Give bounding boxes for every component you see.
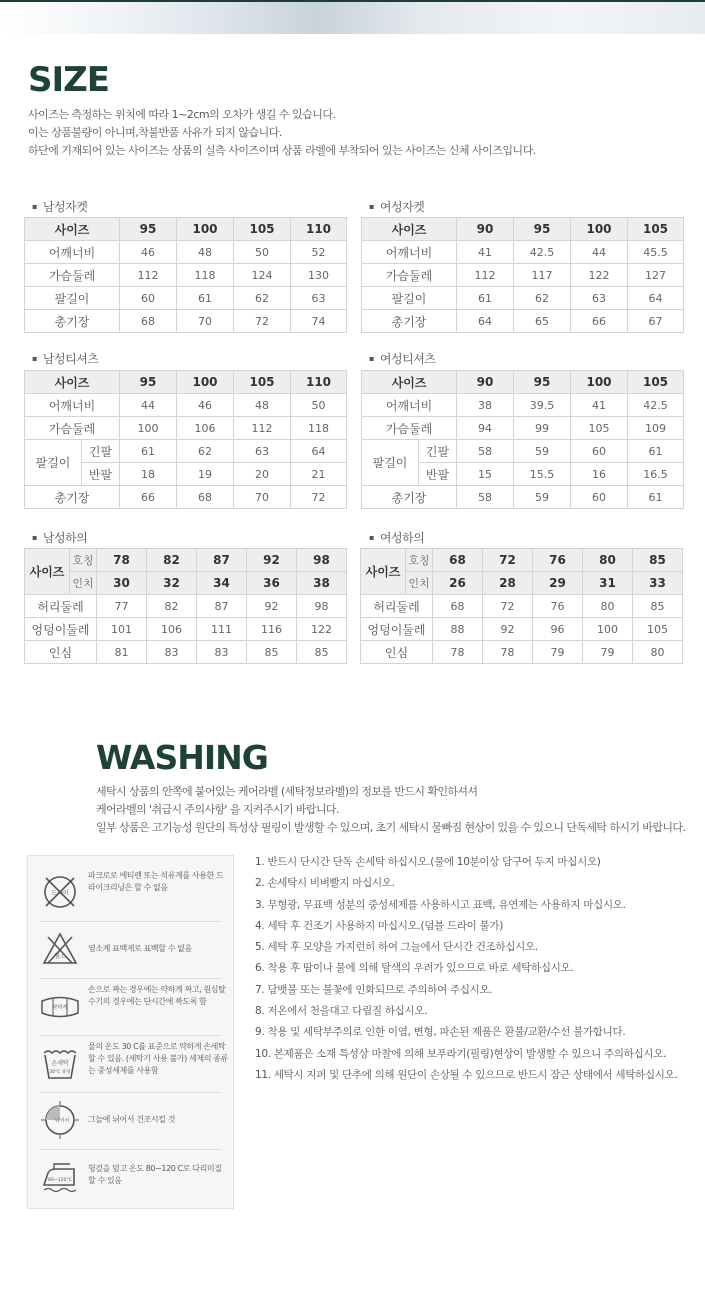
table-cell: 122 [571, 264, 628, 287]
table-row [362, 310, 684, 333]
table-cell: 42.5 [514, 241, 571, 264]
size-header-sublabel: 인치 [406, 572, 433, 595]
table-cell: 85 [297, 641, 347, 664]
table-cell: 85 [633, 595, 683, 618]
size-header-cell: 68 [433, 549, 483, 572]
row-label: 인심 [361, 641, 433, 664]
size-header-label: 사이즈 [25, 549, 70, 595]
table-cell: 72 [234, 310, 291, 333]
table-row [362, 264, 684, 287]
washing-note: 6. 착용 후 땀이나 물에 의해 탈색의 우려가 있으므로 바로 세탁하십시오. [255, 962, 574, 975]
table-cell: 60 [571, 440, 628, 463]
table-row [362, 394, 684, 417]
table-cell: 61 [177, 287, 234, 310]
washing-title: WASHING [96, 738, 268, 777]
row-label: 허리둘레 [25, 595, 97, 618]
hand-wash-icon [40, 1043, 80, 1083]
table-cell: 116 [247, 618, 297, 641]
table-cell: 83 [147, 641, 197, 664]
table-cell: 83 [197, 641, 247, 664]
table-cell: 15 [457, 463, 514, 486]
washing-notes [255, 856, 685, 1090]
row-label: 어깨너비 [25, 241, 120, 264]
size-header-sublabel: 호칭 [70, 549, 97, 572]
table-cell: 98 [297, 595, 347, 618]
men-jacket-title: ▪ 남성자켓 [32, 198, 87, 215]
row-label: 가슴둘레 [362, 264, 457, 287]
care-icon-subtext: 30°C 중성 [49, 1070, 71, 1075]
table-cell: 18 [120, 463, 177, 486]
table-cell: 118 [177, 264, 234, 287]
men-jacket-table [24, 217, 347, 333]
shade-dry-icon [40, 1100, 80, 1140]
care-icon-text: 약하게 [52, 1005, 68, 1011]
table-cell: 52 [291, 241, 347, 264]
size-header-sublabel: 호칭 [406, 549, 433, 572]
size-header-cell: 95 [120, 218, 177, 241]
size-header-cell: 28 [483, 572, 533, 595]
table-cell: 80 [583, 595, 633, 618]
table-cell: 44 [571, 241, 628, 264]
size-header-cell: 95 [514, 371, 571, 394]
table-cell: 78 [483, 641, 533, 664]
size-intro [28, 106, 536, 160]
table-row [25, 394, 347, 417]
table-cell: 67 [628, 310, 684, 333]
row-label: 총기장 [362, 310, 457, 333]
table-cell: 99 [514, 417, 571, 440]
wring-gently-icon [40, 986, 80, 1026]
table-cell: 105 [571, 417, 628, 440]
care-row [40, 1037, 228, 1093]
row-label: 가슴둘레 [25, 417, 120, 440]
table-cell: 92 [247, 595, 297, 618]
washing-note: 4. 세탁 후 건조기 사용하지 마십시오.(덤블 드라이 불가) [255, 919, 504, 932]
row-label: 팔길이 [25, 287, 120, 310]
table-cell: 112 [234, 417, 291, 440]
size-header-cell: 29 [533, 572, 583, 595]
table-cell: 74 [291, 310, 347, 333]
size-header-cell: 92 [247, 549, 297, 572]
size-header-cell: 110 [291, 371, 347, 394]
care-row [40, 1151, 222, 1206]
table-row [25, 618, 347, 641]
table-header-row [361, 572, 683, 595]
top-banner [0, 0, 705, 34]
table-cell: 124 [234, 264, 291, 287]
size-header-cell: 90 [457, 218, 514, 241]
table-cell: 60 [571, 486, 628, 509]
table-cell: 109 [628, 417, 684, 440]
size-header-cell: 105 [628, 218, 684, 241]
care-row [40, 866, 222, 922]
table-cell: 111 [197, 618, 247, 641]
table-cell: 80 [633, 641, 683, 664]
table-cell: 106 [147, 618, 197, 641]
table-row [362, 486, 684, 509]
table-cell: 62 [177, 440, 234, 463]
table-cell: 72 [483, 595, 533, 618]
table-cell: 105 [633, 618, 683, 641]
table-cell: 39.5 [514, 394, 571, 417]
row-label: 엉덩이둘레 [25, 618, 97, 641]
size-header-sublabel: 인치 [70, 572, 97, 595]
size-header-label: 사이즈 [25, 218, 120, 241]
size-header-cell: 105 [628, 371, 684, 394]
table-cell: 60 [120, 287, 177, 310]
care-icon-text: 드라이 [51, 890, 69, 897]
size-intro-line: 사이즈는 측정하는 위치에 따라 1~2cm의 오차가 생길 수 있습니다. [28, 108, 336, 121]
table-cell: 92 [483, 618, 533, 641]
care-icon-text: 80~120°C [48, 1178, 72, 1183]
table-cell: 106 [177, 417, 234, 440]
size-header-cell: 30 [97, 572, 147, 595]
row-label: 어깨너비 [362, 241, 457, 264]
washing-intro-line: 세탁시 상품의 안쪽에 붙어있는 케어라벨 (세탁정보라벨)의 정보를 반드시 확인하셔셔 [96, 785, 478, 798]
care-icon-text: 손세탁 [51, 1060, 69, 1067]
table-cell: 68 [120, 310, 177, 333]
table-cell: 63 [571, 287, 628, 310]
washing-intro [96, 783, 685, 837]
care-row [40, 923, 222, 979]
men-tshirt-table [24, 370, 347, 509]
table-cell: 64 [291, 440, 347, 463]
care-text: 파크로로 에티렌 또는 석유계를 사용한 드라이크리닝은 할 수 없음 [88, 871, 224, 892]
table-header-row [362, 218, 684, 241]
no-dry-clean-icon [40, 872, 80, 912]
table-cell: 127 [628, 264, 684, 287]
size-header-cell: 80 [583, 549, 633, 572]
women-jacket-table [361, 217, 684, 333]
size-header-cell: 100 [177, 218, 234, 241]
care-text: 염소계 표백제로 표백할 수 없음 [88, 944, 192, 953]
size-header-cell: 87 [197, 549, 247, 572]
table-cell: 41 [571, 394, 628, 417]
washing-note: 11. 세탁시 지퍼 및 단추에 의해 원단이 손상될 수 있으므로 반드시 잠근 상태에서 세탁하십시오. [255, 1068, 678, 1081]
row-sublabel: 긴팔 [419, 440, 457, 463]
table-cell: 63 [291, 287, 347, 310]
table-row [25, 417, 347, 440]
row-label: 총기장 [362, 486, 457, 509]
table-cell: 79 [533, 641, 583, 664]
table-cell: 38 [457, 394, 514, 417]
table-cell: 44 [120, 394, 177, 417]
row-label: 어깨너비 [362, 394, 457, 417]
table-cell: 122 [297, 618, 347, 641]
size-header-cell: 105 [234, 218, 291, 241]
table-cell: 62 [234, 287, 291, 310]
table-cell: 68 [177, 486, 234, 509]
table-cell: 112 [120, 264, 177, 287]
table-row [25, 595, 347, 618]
table-cell: 58 [457, 440, 514, 463]
table-cell: 117 [514, 264, 571, 287]
care-text: 그늘에 뉘어서 건조시킬 것 [88, 1115, 176, 1124]
row-label: 총기장 [25, 310, 120, 333]
table-header-row [25, 549, 347, 572]
table-cell: 85 [247, 641, 297, 664]
table-cell: 46 [120, 241, 177, 264]
table-cell: 63 [234, 440, 291, 463]
washing-note: 10. 본제품은 소재 특성상 마찰에 의해 보푸라기(필링)현상이 발생할 수 있으니 주의하십시오. [255, 1047, 667, 1060]
table-cell: 48 [177, 241, 234, 264]
washing-note: 3. 무형광, 무표백 성분의 중성세제를 사용하시고 표백, 유연제는 사용하지 마십시오. [255, 898, 626, 911]
table-row [362, 287, 684, 310]
table-cell: 42.5 [628, 394, 684, 417]
table-cell: 59 [514, 486, 571, 509]
row-label: 어깨너비 [25, 394, 120, 417]
women-tshirt-table [361, 370, 684, 509]
size-header-cell: 33 [633, 572, 683, 595]
table-header-row [361, 549, 683, 572]
table-cell: 50 [291, 394, 347, 417]
row-sublabel: 반팔 [82, 463, 120, 486]
table-cell: 82 [147, 595, 197, 618]
men-tshirt-title: ▪ 남성티셔츠 [32, 350, 98, 367]
men-pants-table [24, 548, 347, 664]
size-header-cell: 38 [297, 572, 347, 595]
size-title: SIZE [28, 60, 110, 100]
size-header-cell: 100 [571, 371, 628, 394]
table-row [361, 618, 683, 641]
size-intro-line: 하단에 기재되어 있는 사이즈는 상품의 실측 사이즈이며 상품 라벨에 부착되어 있는 사이즈는 신체 사이즈입니다. [28, 144, 536, 157]
table-header-row [25, 572, 347, 595]
size-header-cell: 110 [291, 218, 347, 241]
table-row [25, 310, 347, 333]
table-cell: 46 [177, 394, 234, 417]
size-header-cell: 78 [97, 549, 147, 572]
row-label: 인심 [25, 641, 97, 664]
table-row [25, 241, 347, 264]
table-cell: 65 [514, 310, 571, 333]
table-cell: 77 [97, 595, 147, 618]
row-sublabel: 긴팔 [82, 440, 120, 463]
table-cell: 50 [234, 241, 291, 264]
table-cell: 78 [433, 641, 483, 664]
table-cell: 94 [457, 417, 514, 440]
women-pants-title: ▪ 여성하의 [369, 529, 424, 546]
size-header-cell: 100 [177, 371, 234, 394]
table-cell: 61 [120, 440, 177, 463]
row-label: 엉덩이둘레 [361, 618, 433, 641]
table-row [25, 486, 347, 509]
size-header-label: 사이즈 [25, 371, 120, 394]
size-header-cell: 95 [514, 218, 571, 241]
table-cell: 41 [457, 241, 514, 264]
table-cell: 21 [291, 463, 347, 486]
table-cell: 96 [533, 618, 583, 641]
size-header-cell: 95 [120, 371, 177, 394]
size-header-cell: 32 [147, 572, 197, 595]
table-cell: 16 [571, 463, 628, 486]
table-row [25, 287, 347, 310]
table-cell: 118 [291, 417, 347, 440]
size-header-cell: 36 [247, 572, 297, 595]
washing-note: 8. 저온에서 천을대고 다림질 하십시오. [255, 1005, 428, 1018]
table-cell: 112 [457, 264, 514, 287]
care-icon-text: 염소 [54, 953, 66, 960]
row-label: 총기장 [25, 486, 120, 509]
table-cell: 19 [177, 463, 234, 486]
table-cell: 130 [291, 264, 347, 287]
table-cell: 45.5 [628, 241, 684, 264]
table-row [362, 241, 684, 264]
size-header-cell: 85 [633, 549, 683, 572]
table-cell: 20 [234, 463, 291, 486]
washing-note: 2. 손세탁시 비벼빨지 마십시오. [255, 877, 395, 890]
table-row [25, 264, 347, 287]
table-cell: 76 [533, 595, 583, 618]
table-cell: 62 [514, 287, 571, 310]
washing-note: 7. 담뱃불 또는 불꽃에 인화되므로 주의하여 주십시오. [255, 983, 493, 996]
washing-note: 1. 반드시 단시간 단독 손세탁 하십시오.(물에 10분이상 담구어 두지 마십시오) [255, 856, 601, 868]
row-label: 팔길이 [25, 440, 82, 486]
iron-low-icon [40, 1157, 80, 1197]
women-pants-table [360, 548, 683, 664]
table-cell: 64 [628, 287, 684, 310]
size-header-cell: 26 [433, 572, 483, 595]
table-cell: 59 [514, 440, 571, 463]
washing-note: 9. 착용 및 세탁부주의로 인한 이염, 변형, 파손된 제품은 환불/교환/수선 불가합니다. [255, 1026, 626, 1039]
table-cell: 58 [457, 486, 514, 509]
table-cell: 61 [628, 440, 684, 463]
size-header-cell: 90 [457, 371, 514, 394]
table-cell: 70 [177, 310, 234, 333]
table-cell: 66 [571, 310, 628, 333]
row-sublabel: 반팔 [419, 463, 457, 486]
size-header-cell: 31 [583, 572, 633, 595]
table-cell: 61 [457, 287, 514, 310]
washing-intro-line: 케어라벨의 '취급시 주의사항' 을 지켜주시기 바랍니다. [96, 803, 339, 816]
size-header-label: 사이즈 [362, 371, 457, 394]
table-cell: 100 [120, 417, 177, 440]
men-pants-title: ▪ 남성하의 [32, 529, 87, 546]
size-header-cell: 72 [483, 549, 533, 572]
table-row [362, 440, 684, 463]
care-text: 물의 온도 30 C를 표준으로 약하게 손세탁 할 수 있음. (세탁기 사용 불가) 세제의 종류는 중성세제를 사용함 [88, 1042, 228, 1075]
size-header-cell: 98 [297, 549, 347, 572]
size-header-cell: 82 [147, 549, 197, 572]
table-row [361, 641, 683, 664]
size-intro-line: 이는 상품불량이 아니며,착불반품 사유가 되지 않습니다. [28, 126, 282, 139]
table-cell: 15.5 [514, 463, 571, 486]
care-icon-text: 뉘어서 [54, 1118, 70, 1124]
no-bleach-icon [40, 929, 80, 969]
table-cell: 64 [457, 310, 514, 333]
row-label: 팔길이 [362, 440, 419, 486]
row-label: 허리둘레 [361, 595, 433, 618]
table-cell: 87 [197, 595, 247, 618]
table-cell: 70 [234, 486, 291, 509]
care-text: 손으로 짜는 경우에는 약하게 짜고, 원심탈수기의 경우에는 단시간에 짜도록 함 [88, 985, 226, 1006]
size-header-cell: 105 [234, 371, 291, 394]
table-row [362, 417, 684, 440]
table-cell: 68 [433, 595, 483, 618]
size-header-label: 사이즈 [362, 218, 457, 241]
table-cell: 48 [234, 394, 291, 417]
row-label: 가슴둘레 [362, 417, 457, 440]
table-row [25, 440, 347, 463]
row-label: 가슴둘레 [25, 264, 120, 287]
women-jacket-title: ▪ 여성자켓 [369, 198, 424, 215]
care-row [40, 980, 226, 1036]
size-header-label: 사이즈 [361, 549, 406, 595]
table-cell: 61 [628, 486, 684, 509]
table-header-row [25, 371, 347, 394]
table-header-row [362, 371, 684, 394]
care-row [40, 1094, 222, 1150]
table-cell: 79 [583, 641, 633, 664]
size-header-cell: 76 [533, 549, 583, 572]
table-cell: 66 [120, 486, 177, 509]
care-text: 헝겊을 덮고 온도 80~120 C로 다리미질 할 수 있음 [88, 1164, 222, 1185]
washing-note: 5. 세탁 후 모양을 가지런히 하여 그늘에서 단시간 건조하십시오. [255, 941, 538, 954]
table-header-row [25, 218, 347, 241]
table-row [25, 641, 347, 664]
table-cell: 100 [583, 618, 633, 641]
table-cell: 88 [433, 618, 483, 641]
washing-intro-line: 일부 상품은 고기능성 원단의 특성상 필링이 발생할 수 있으며, 초기 세탁시 물빠짐 현상이 있을 수 있으니 단독세탁 하시기 바랍니다. [96, 821, 686, 834]
care-label-box [27, 855, 234, 1209]
table-row [361, 595, 683, 618]
table-cell: 16.5 [628, 463, 684, 486]
table-cell: 81 [97, 641, 147, 664]
size-header-cell: 34 [197, 572, 247, 595]
table-cell: 72 [291, 486, 347, 509]
size-header-cell: 100 [571, 218, 628, 241]
women-tshirt-title: ▪ 여성티셔츠 [369, 350, 435, 367]
row-label: 팔길이 [362, 287, 457, 310]
table-cell: 101 [97, 618, 147, 641]
